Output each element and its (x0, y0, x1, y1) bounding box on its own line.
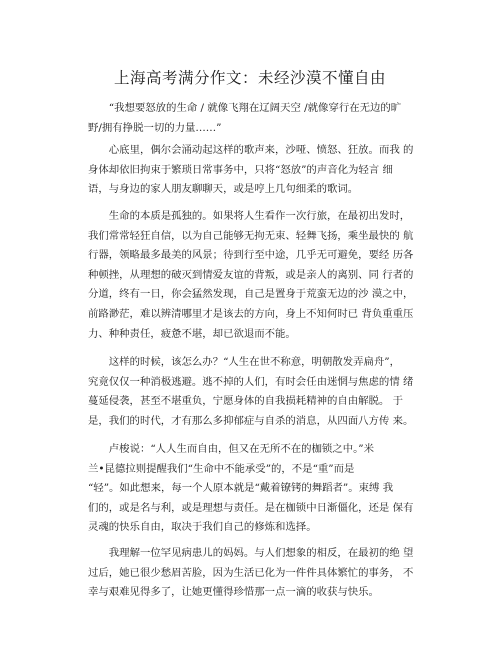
text-line: “我想要怒放的生命 / 就像飞翔在辽阔天空 /就像穿行在无边的旷 (108, 102, 402, 114)
text-line: 灵魂的快乐自由，取决于我们自己的修炼和选择。 (88, 521, 317, 534)
text-line: “轻”。如此想来，每一个人原本就是“戴着镣铐的舞蹈者”。束缚 我 (88, 482, 394, 495)
text-line: 种顿挫，从理想的破灭到情爱友谊的背叛，或是亲人的离别、同 行者的 (88, 268, 414, 281)
text-line: 过后，她已很少愁眉苦脸，因为生活已化为一件件具体繁忙的事务， 不 (88, 566, 414, 579)
paragraph-rousseau (88, 440, 414, 538)
text-line: 语，与身边的家人朋友聊聊天，或是哼上几句细柔的歌词。 (88, 183, 359, 196)
text-line: 这样的时候，该怎么办？“人生在世不称意，明朝散发弄扁舟”， (108, 356, 400, 368)
article-title: 上海高考满分作文：未经沙漠不懂自由 (113, 69, 386, 87)
text-line: 身体却依旧拘束于繁琐日常事务中，只将“怒放”的声音化为轻言 细 (88, 163, 393, 176)
text-line: 行器，领略最多最美的风景；待到行至中途，几乎无可避免，要经 历各 (88, 249, 414, 262)
text-line: 卢梭说：“人人生而自由，但又在无所不在的枷锁之中。”米 (108, 443, 374, 455)
paragraph-loneliness (88, 207, 414, 344)
paragraph-heart (88, 141, 414, 200)
paragraph-what-to-do (88, 353, 414, 431)
text-line: 蔓延侵袭，甚至不堪重负，宁愿身体的自我损耗精神的自由解脱。 于 (88, 395, 404, 408)
text-line: 野/拥有挣脱一切的力量……” (88, 121, 222, 134)
text-line: 生命的本质是孤独的。如果将人生看作一次行旅，在最初出发时， (108, 210, 411, 222)
text-line: 们的，或是名与利，或是理想与责任。是在枷锁中日渐僵化，还是 保有 (88, 501, 414, 514)
paragraph-lyrics (88, 99, 414, 138)
text-line: 前路渺茫，难以辨清哪里才是该去的方向，身上不知何时已 背负重重压 (88, 307, 414, 320)
text-line: 分道，终有一日，你会猛然发现，自己是置身于荒蛮无边的沙 漠之中， (88, 288, 414, 301)
text-line: 兰•昆德拉则提醒我们“生命中不能承受”的，不是“重”而是 (88, 462, 355, 475)
text-line: 是，我们的时代，才有那么多抑郁症与自杀的消息，从四面八方传 来。 (88, 414, 414, 427)
text-line: 我理解一位罕见病患儿的妈妈。与人们想象的相反，在最初的绝 望 (108, 547, 414, 559)
text-line: 究竟仅仅一种消极逃避。逃不掉的人们，有时会任由迷惘与焦虑的情 绪 (88, 375, 414, 388)
text-line: 我们常常轻狂自信，以为自己能够无拘无束、轻舞飞扬，乘坐最快的 航 (88, 229, 414, 242)
text-line: 力、种种责任，疲惫不堪，却已欲退而不能。 (88, 327, 296, 340)
paragraph-mother (88, 544, 414, 603)
text-line: 心底里，偶尔会涌动起这样的歌声来，沙哑、愤怒、狂放。而我 的 (108, 144, 414, 156)
text-line: 幸与艰难见得多了，让她更懂得珍惜那一点一滴的收获与快乐。 (88, 586, 379, 599)
